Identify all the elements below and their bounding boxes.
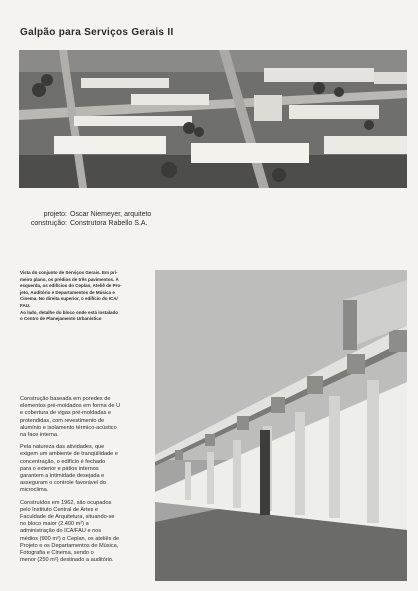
caption-line: Ao lado, detalhe do bloco onde está instalado	[20, 309, 119, 315]
credit-construction	[18, 219, 278, 228]
credit-value: Oscar Niemeyer, arquiteto	[70, 211, 152, 218]
text-line: Projeto e os Departamentos de Música,	[20, 542, 119, 549]
text-line: na face interna.	[20, 432, 59, 439]
caption-line: Vista do conjunto de Serviços Gerais. Em pri-	[20, 270, 118, 275]
credit-label: construção:	[30, 220, 67, 227]
text-line: concentração, o edifício é fechado	[20, 458, 106, 465]
text-line: asseguram o controle favorável do	[20, 480, 106, 487]
text-line: protendidas, com revestimento de	[20, 417, 105, 424]
text-line: menor (250 m²) destinado a auditório.	[20, 557, 114, 564]
paragraph-construction	[20, 396, 140, 439]
text-line: e cobertura de vigas pré-moldadas e	[20, 410, 112, 417]
text-line: pelo Instituto Central de Artes e	[20, 506, 99, 513]
caption-line: o Centro de Planejamento Urbanístico	[20, 316, 102, 322]
credit-value: Construtora Rabello S.A.	[70, 220, 148, 227]
text-line: garantem a intimidade desejada e	[20, 473, 105, 480]
body-text	[20, 396, 140, 569]
photo-caption	[20, 270, 148, 323]
aerial-photo	[19, 50, 407, 188]
paragraph-occupation	[20, 500, 140, 565]
text-line: Faculdade de Arquitetura, situando-se	[20, 514, 115, 521]
building-detail-photo	[155, 270, 407, 581]
text-line: elementos pré-moldados em forma de U	[20, 403, 121, 410]
caption-line: jeto, Auditório e Departamentos de Música e	[20, 289, 115, 295]
paragraph-activities	[20, 444, 140, 494]
credit-project	[18, 210, 278, 219]
text-line: no bloco maior (2.400 m²) a	[20, 521, 89, 528]
credit-label: projeto:	[43, 211, 67, 218]
text-line: médios (900 m²) o Ceplan, os ateliês de	[20, 535, 120, 542]
text-line: Fotografia e Cinema, sendo o	[20, 550, 94, 557]
credits	[18, 210, 278, 228]
caption-line: Cinema. No direita superior, o edifício do ICA/	[20, 296, 118, 302]
text-line: alumínio e isolamento térmico-acústico	[20, 424, 117, 431]
caption-line: esquerda, os edifícios do Ceplan, Ateliê de Pro-	[20, 283, 122, 289]
text-line: administração do ICA/FAU e nos	[20, 528, 102, 535]
caption-line: meiro plano, os prédios de três pavimentos. À	[20, 276, 119, 282]
text-line: microclima.	[20, 487, 49, 494]
text-line: Construção baseada em poredes de	[20, 396, 111, 402]
text-line: Pela natureza das atividades, que	[20, 444, 105, 451]
text-line: exigem um ambiente de tranqüilidade e	[20, 451, 118, 458]
text-line: para o exterior e pátios internos	[20, 465, 99, 472]
text-line: Construídos em 1962, são ocupados	[20, 499, 112, 506]
page-title: Galpão para Serviços Gerais II	[20, 27, 174, 38]
caption-line: FAU.	[20, 302, 31, 308]
